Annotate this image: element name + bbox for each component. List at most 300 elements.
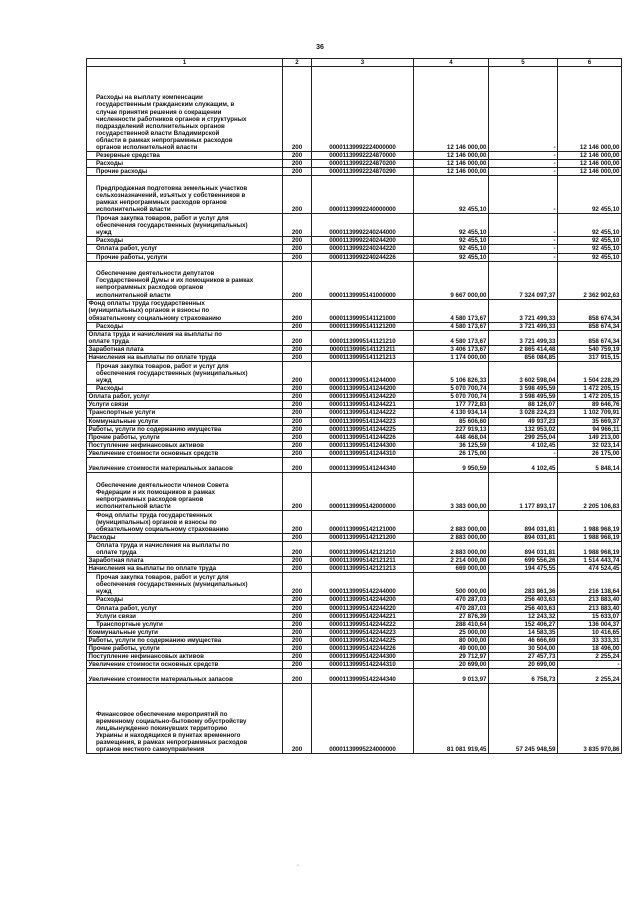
- row-name: Прочая закупка товаров, работ и услуг для обеспечения государственных (муниципальных) нужд: [87, 573, 283, 596]
- row-classifier: 00001139995141244226: [312, 433, 414, 441]
- row-code: 200: [283, 669, 312, 684]
- column-header: 1: [87, 59, 283, 67]
- row-assigned: 9 950,59: [414, 457, 489, 472]
- row-executed: 283 861,36: [489, 573, 558, 596]
- row-classifier: 00001139992224870000: [312, 152, 414, 160]
- row-remaining: 12 146 000,00: [558, 168, 622, 176]
- row-classifier: 00001139992240244226: [312, 253, 414, 261]
- row-name: Расходы: [87, 237, 283, 245]
- row-remaining: -: [558, 661, 622, 669]
- table-row: [87, 299, 622, 322]
- table-row: [87, 354, 622, 362]
- table-row: [87, 409, 622, 417]
- row-remaining: 2 362 902,63: [558, 261, 622, 299]
- row-remaining: 33 333,31: [558, 636, 622, 644]
- row-name: Начисления на выплаты по оплате труда: [87, 354, 283, 362]
- row-executed: -: [489, 214, 558, 237]
- table-row: [87, 628, 622, 636]
- row-remaining: 1 514 443,74: [558, 557, 622, 565]
- row-name: Заработная плата: [87, 557, 283, 565]
- table-row: [87, 636, 622, 644]
- row-remaining: 12 146 000,00: [558, 152, 622, 160]
- row-assigned: 4 580 173,67: [414, 299, 489, 322]
- row-assigned: 49 000,00: [414, 645, 489, 653]
- column-header: 6: [558, 59, 622, 67]
- row-remaining: 1 988 968,19: [558, 542, 622, 557]
- row-name: Увеличение стоимости основных средств: [87, 661, 283, 669]
- column-header: 3: [312, 59, 414, 67]
- row-classifier: 00001139995142244310: [312, 661, 414, 669]
- row-remaining: 94 966,11: [558, 425, 622, 433]
- row-assigned: 85 606,60: [414, 417, 489, 425]
- row-code: 200: [283, 533, 312, 541]
- row-classifier: 00001139995141244223: [312, 417, 414, 425]
- row-classifier: 00001139995142121211: [312, 557, 414, 565]
- row-executed: 194 475,55: [489, 565, 558, 573]
- row-assigned: 92 455,10: [414, 237, 489, 245]
- row-code: 200: [283, 417, 312, 425]
- table-row: [87, 653, 622, 661]
- row-assigned: 80 000,00: [414, 636, 489, 644]
- row-name: Увеличение стоимости материальных запасов: [87, 669, 283, 684]
- row-executed: 3 721 499,33: [489, 322, 558, 330]
- table-row: [87, 152, 622, 160]
- row-assigned: 470 287,03: [414, 604, 489, 612]
- table-row: [87, 237, 622, 245]
- row-assigned: 288 410,64: [414, 620, 489, 628]
- row-assigned: 4 580 173,67: [414, 330, 489, 345]
- row-executed: 88 126,07: [489, 401, 558, 409]
- row-executed: 27 457,73: [489, 653, 558, 661]
- row-code: 200: [283, 661, 312, 669]
- row-code: 200: [283, 653, 312, 661]
- row-code: 200: [283, 457, 312, 472]
- row-executed: 30 504,00: [489, 645, 558, 653]
- row-classifier: 00001139992240244220: [312, 245, 414, 253]
- table-row: [87, 449, 622, 457]
- row-name: Коммунальные услуги: [87, 417, 283, 425]
- row-assigned: 3 383 000,00: [414, 472, 489, 510]
- table-row: [87, 684, 622, 754]
- row-name: Расходы на выплату компенсации государственным гражданским служащим, в случае принятия решения о сокращении численности работников органов и структурных подразделений исполнительных органов государственной власти Владимирской области в рамках непрограммных расходов органов исполнительной власти: [87, 67, 283, 152]
- row-remaining: 149 213,00: [558, 433, 622, 441]
- row-executed: -: [489, 176, 558, 214]
- row-executed: 256 403,63: [489, 596, 558, 604]
- row-executed: -: [489, 160, 558, 168]
- row-name: Фонд оплаты труда государственных (муниципальных) органов и взносы по обязательному социальному страхованию: [87, 510, 283, 533]
- row-assigned: 500 000,00: [414, 573, 489, 596]
- row-code: 200: [283, 160, 312, 168]
- row-code: 200: [283, 425, 312, 433]
- row-executed: -: [489, 152, 558, 160]
- row-executed: 856 084,85: [489, 354, 558, 362]
- row-classifier: 00001139995142121210: [312, 542, 414, 557]
- row-assigned: 470 287,03: [414, 596, 489, 604]
- row-remaining: 1 988 968,19: [558, 510, 622, 533]
- row-name: Услуги связи: [87, 401, 283, 409]
- row-code: 200: [283, 362, 312, 385]
- row-remaining: 1 504 228,29: [558, 362, 622, 385]
- row-classifier: 00001139995141121000: [312, 299, 414, 322]
- table-row: [87, 565, 622, 573]
- row-remaining: 3 835 970,86: [558, 684, 622, 754]
- row-classifier: 00001139992224870200: [312, 160, 414, 168]
- row-remaining: 136 004,37: [558, 620, 622, 628]
- scan-mark: ·: [296, 862, 300, 869]
- row-code: 200: [283, 354, 312, 362]
- row-name: Прочие расходы: [87, 168, 283, 176]
- table-row: [87, 573, 622, 596]
- table-row: [87, 457, 622, 472]
- table-row: [87, 322, 622, 330]
- row-assigned: 12 146 000,00: [414, 67, 489, 152]
- row-code: 200: [283, 409, 312, 417]
- row-name: Работы, услуги по содержанию имущества: [87, 425, 283, 433]
- row-assigned: 2 883 000,00: [414, 510, 489, 533]
- table-row: [87, 542, 622, 557]
- table-row: [87, 472, 622, 510]
- budget-table: [86, 58, 622, 754]
- row-classifier: 00001139995141121210: [312, 330, 414, 345]
- row-name: Работы, услуги по содержанию имущества: [87, 636, 283, 644]
- row-executed: -: [489, 67, 558, 152]
- row-code: 200: [283, 612, 312, 620]
- row-code: 200: [283, 401, 312, 409]
- row-name: Оплата работ, услуг: [87, 604, 283, 612]
- row-name: Прочие работы, услуги: [87, 645, 283, 653]
- row-classifier: 00001139995141000000: [312, 261, 414, 299]
- row-classifier: 00001139995141244000: [312, 362, 414, 385]
- row-code: 200: [283, 565, 312, 573]
- row-remaining: 1 102 709,91: [558, 409, 622, 417]
- row-executed: 256 403,63: [489, 604, 558, 612]
- table-row: [87, 533, 622, 541]
- row-classifier: 00001139995142244200: [312, 596, 414, 604]
- row-remaining: 1 472 205,15: [558, 393, 622, 401]
- row-remaining: 35 669,37: [558, 417, 622, 425]
- row-code: 200: [283, 596, 312, 604]
- row-executed: 894 031,81: [489, 533, 558, 541]
- row-executed: -: [489, 449, 558, 457]
- row-classifier: 00001139995142244000: [312, 573, 414, 596]
- table-row: [87, 510, 622, 533]
- row-assigned: 227 919,13: [414, 425, 489, 433]
- row-classifier: 00001139995141121200: [312, 322, 414, 330]
- row-remaining: 26 175,00: [558, 449, 622, 457]
- row-executed: 152 406,27: [489, 620, 558, 628]
- row-executed: 3 598 495,59: [489, 393, 558, 401]
- row-assigned: 9 667 000,00: [414, 261, 489, 299]
- row-code: 200: [283, 237, 312, 245]
- row-remaining: 540 759,19: [558, 345, 622, 353]
- row-name: Услуги связи: [87, 612, 283, 620]
- row-assigned: 669 000,00: [414, 565, 489, 573]
- row-name: Фонд оплаты труда государственных (муниципальных) органов и взносы по обязательному социальному страхованию: [87, 299, 283, 322]
- row-name: Прочие работы, услуги: [87, 253, 283, 261]
- table-body: [87, 67, 622, 754]
- table-row: [87, 393, 622, 401]
- row-assigned: 4 130 934,14: [414, 409, 489, 417]
- row-executed: 1 177 893,17: [489, 472, 558, 510]
- row-executed: 12 243,32: [489, 612, 558, 620]
- row-executed: 20 699,00: [489, 661, 558, 669]
- row-remaining: 858 674,34: [558, 299, 622, 322]
- row-assigned: 5 070 700,74: [414, 385, 489, 393]
- row-executed: 14 583,35: [489, 628, 558, 636]
- row-name: Расходы: [87, 322, 283, 330]
- row-classifier: 00001139992224870290: [312, 168, 414, 176]
- row-code: 200: [283, 168, 312, 176]
- row-code: 200: [283, 176, 312, 214]
- row-assigned: 5 070 700,74: [414, 393, 489, 401]
- row-name: Транспортные услуги: [87, 620, 283, 628]
- row-name: Начисления на выплаты по оплате труда: [87, 565, 283, 573]
- table-row: [87, 661, 622, 669]
- row-executed: 49 937,23: [489, 417, 558, 425]
- row-name: Оплата труда и начисления на выплаты по оплате труда: [87, 542, 283, 557]
- row-classifier: 00001139995141121211: [312, 345, 414, 353]
- row-code: 200: [283, 510, 312, 533]
- row-assigned: 81 081 919,45: [414, 684, 489, 754]
- row-assigned: 36 125,59: [414, 441, 489, 449]
- row-code: 200: [283, 620, 312, 628]
- row-code: 200: [283, 345, 312, 353]
- table-row: [87, 612, 622, 620]
- row-executed: 2 865 414,48: [489, 345, 558, 353]
- row-classifier: 00001139995142121213: [312, 565, 414, 573]
- row-classifier: 00001139995141244225: [312, 425, 414, 433]
- table-row: [87, 441, 622, 449]
- table-row: [87, 596, 622, 604]
- table-row: [87, 385, 622, 393]
- row-assigned: 12 146 000,00: [414, 152, 489, 160]
- row-executed: 699 556,26: [489, 557, 558, 565]
- row-assigned: 26 175,00: [414, 449, 489, 457]
- row-remaining: 2 205 106,83: [558, 472, 622, 510]
- row-remaining: 92 455,10: [558, 253, 622, 261]
- row-name: Оплата работ, услуг: [87, 245, 283, 253]
- table-header: [87, 59, 622, 67]
- row-name: Расходы: [87, 385, 283, 393]
- row-classifier: 00001139995141121213: [312, 354, 414, 362]
- row-code: 200: [283, 441, 312, 449]
- row-remaining: 32 023,14: [558, 441, 622, 449]
- row-name: Поступление нефинансовых активов: [87, 441, 283, 449]
- table-row: [87, 214, 622, 237]
- row-remaining: 92 455,10: [558, 214, 622, 237]
- row-code: 200: [283, 385, 312, 393]
- row-remaining: 18 496,00: [558, 645, 622, 653]
- row-assigned: 25 000,00: [414, 628, 489, 636]
- row-remaining: 216 138,64: [558, 573, 622, 596]
- table-row: [87, 261, 622, 299]
- row-name: Обеспечение деятельности членов Совета Федерации и их помощников в рамках непрограммных расходов органов исполнительной власти: [87, 472, 283, 510]
- row-name: Прочая закупка товаров, работ и услуг для обеспечения государственных (муниципальных) нужд: [87, 362, 283, 385]
- row-remaining: 317 915,15: [558, 354, 622, 362]
- column-header: 5: [489, 59, 558, 67]
- table-row: [87, 160, 622, 168]
- row-name: Прочие работы, услуги: [87, 433, 283, 441]
- table-row: [87, 645, 622, 653]
- row-assigned: 448 468,04: [414, 433, 489, 441]
- table-row: [87, 362, 622, 385]
- row-executed: 7 324 097,37: [489, 261, 558, 299]
- row-assigned: 177 772,83: [414, 401, 489, 409]
- table-row: [87, 417, 622, 425]
- row-assigned: 12 146 000,00: [414, 168, 489, 176]
- row-remaining: 89 646,76: [558, 401, 622, 409]
- header-row: [87, 59, 622, 67]
- row-remaining: 92 455,10: [558, 245, 622, 253]
- row-code: 200: [283, 214, 312, 237]
- row-classifier: 00001139995141244220: [312, 393, 414, 401]
- row-code: 200: [283, 330, 312, 345]
- row-name: Предпродажная подготовка земельных участков сельхозназначений, изъятых у собственников в рамках непрограммных расходов органов исполнительной власти: [87, 176, 283, 214]
- row-name: Поступление нефинансовых активов: [87, 653, 283, 661]
- row-remaining: 15 633,07: [558, 612, 622, 620]
- row-assigned: 29 712,97: [414, 653, 489, 661]
- row-remaining: 92 455,10: [558, 176, 622, 214]
- row-classifier: 00001139995142244220: [312, 604, 414, 612]
- page-number: 36: [316, 44, 324, 51]
- row-assigned: 9 013,97: [414, 669, 489, 684]
- row-code: 200: [283, 604, 312, 612]
- row-name: Резервные средства: [87, 152, 283, 160]
- row-code: 200: [283, 542, 312, 557]
- row-executed: 3 602 598,04: [489, 362, 558, 385]
- row-name: Коммунальные услуги: [87, 628, 283, 636]
- row-classifier: 00001139995141244300: [312, 441, 414, 449]
- row-assigned: 1 174 000,00: [414, 354, 489, 362]
- table-row: [87, 425, 622, 433]
- row-executed: 3 721 499,33: [489, 330, 558, 345]
- row-code: 200: [283, 645, 312, 653]
- row-name: Расходы: [87, 596, 283, 604]
- row-code: 200: [283, 636, 312, 644]
- row-code: 200: [283, 684, 312, 754]
- row-assigned: 92 455,10: [414, 245, 489, 253]
- row-executed: -: [489, 168, 558, 176]
- row-executed: 57 245 948,59: [489, 684, 558, 754]
- row-remaining: 12 146 000,00: [558, 67, 622, 152]
- row-name: Расходы: [87, 533, 283, 541]
- row-classifier: 00001139995141244200: [312, 385, 414, 393]
- row-code: 200: [283, 245, 312, 253]
- row-executed: -: [489, 253, 558, 261]
- row-assigned: 92 455,10: [414, 253, 489, 261]
- row-code: 200: [283, 573, 312, 596]
- row-remaining: 858 674,34: [558, 322, 622, 330]
- row-assigned: 92 455,10: [414, 176, 489, 214]
- row-classifier: 00001139995141244222: [312, 409, 414, 417]
- row-code: 200: [283, 628, 312, 636]
- table-row: [87, 620, 622, 628]
- row-executed: 3 598 495,59: [489, 385, 558, 393]
- table-row: [87, 604, 622, 612]
- row-assigned: 12 146 000,00: [414, 160, 489, 168]
- row-name: Оплата работ, услуг: [87, 393, 283, 401]
- row-assigned: 5 106 826,33: [414, 362, 489, 385]
- row-code: 200: [283, 152, 312, 160]
- column-header: 4: [414, 59, 489, 67]
- row-assigned: 2 883 000,00: [414, 542, 489, 557]
- row-classifier: 00001139992240244200: [312, 237, 414, 245]
- row-classifier: 00001139992240244000: [312, 214, 414, 237]
- table-row: [87, 168, 622, 176]
- row-remaining: 858 674,34: [558, 330, 622, 345]
- row-remaining: 10 416,65: [558, 628, 622, 636]
- table-row: [87, 433, 622, 441]
- row-classifier: 00001139995142244300: [312, 653, 414, 661]
- row-assigned: 2 883 000,00: [414, 533, 489, 541]
- row-executed: 6 758,73: [489, 669, 558, 684]
- table-row: [87, 669, 622, 684]
- row-executed: 46 666,69: [489, 636, 558, 644]
- row-name: Оплата труда и начисления на выплаты по оплате труда: [87, 330, 283, 345]
- row-assigned: 2 214 000,00: [414, 557, 489, 565]
- row-remaining: 2 255,24: [558, 653, 622, 661]
- row-executed: 3 721 499,33: [489, 299, 558, 322]
- row-executed: 894 031,81: [489, 542, 558, 557]
- row-assigned: 27 876,39: [414, 612, 489, 620]
- row-remaining: 12 146 000,00: [558, 160, 622, 168]
- row-executed: 4 102,45: [489, 441, 558, 449]
- row-remaining: 213 883,40: [558, 604, 622, 612]
- row-name: Увеличение стоимости материальных запасов: [87, 457, 283, 472]
- row-executed: 299 255,04: [489, 433, 558, 441]
- row-executed: 3 028 224,23: [489, 409, 558, 417]
- row-name: Расходы: [87, 160, 283, 168]
- table-row: [87, 253, 622, 261]
- row-code: 200: [283, 449, 312, 457]
- row-classifier: 00001139995142121200: [312, 533, 414, 541]
- row-executed: 894 031,81: [489, 510, 558, 533]
- row-classifier: 00001139995142244225: [312, 636, 414, 644]
- row-name: Обеспечение деятельности депутатов Государственной Думы и их помощников в рамках непрограммных расходов органов исполнительной власти: [87, 261, 283, 299]
- row-code: 200: [283, 67, 312, 152]
- row-classifier: 00001139995142244222: [312, 620, 414, 628]
- row-classifier: 00001139995141244340: [312, 457, 414, 472]
- column-header: 2: [283, 59, 312, 67]
- row-assigned: 4 580 173,67: [414, 322, 489, 330]
- row-code: 200: [283, 253, 312, 261]
- table-row: [87, 330, 622, 345]
- row-assigned: 3 406 173,67: [414, 345, 489, 353]
- row-classifier: 00001139992224000000: [312, 67, 414, 152]
- row-code: 200: [283, 472, 312, 510]
- row-classifier: 00001139995142244221: [312, 612, 414, 620]
- row-assigned: 92 455,10: [414, 214, 489, 237]
- row-executed: -: [489, 245, 558, 253]
- row-name: Финансовое обеспечение мероприятий по временному социально-бытовому обустройству лиц,вынужденно покинувших территорию Украины и находящихся в пунктах временного размещения, в рамках непрограммных расходов органов местного самоуправления: [87, 684, 283, 754]
- row-classifier: 00001139995141244310: [312, 449, 414, 457]
- row-assigned: 20 699,00: [414, 661, 489, 669]
- row-remaining: 2 255,24: [558, 669, 622, 684]
- row-remaining: 213 883,40: [558, 596, 622, 604]
- row-classifier: 00001139995142121000: [312, 510, 414, 533]
- table-row: [87, 67, 622, 152]
- table-row: [87, 345, 622, 353]
- row-name: Заработная плата: [87, 345, 283, 353]
- table-row: [87, 401, 622, 409]
- row-executed: 132 953,02: [489, 425, 558, 433]
- table-row: [87, 557, 622, 565]
- row-classifier: 00001139995142000000: [312, 472, 414, 510]
- row-classifier: 00001139995142244226: [312, 645, 414, 653]
- row-remaining: 1 988 968,19: [558, 533, 622, 541]
- row-name: Увеличение стоимости основных средств: [87, 449, 283, 457]
- row-classifier: 00001139992240000000: [312, 176, 414, 214]
